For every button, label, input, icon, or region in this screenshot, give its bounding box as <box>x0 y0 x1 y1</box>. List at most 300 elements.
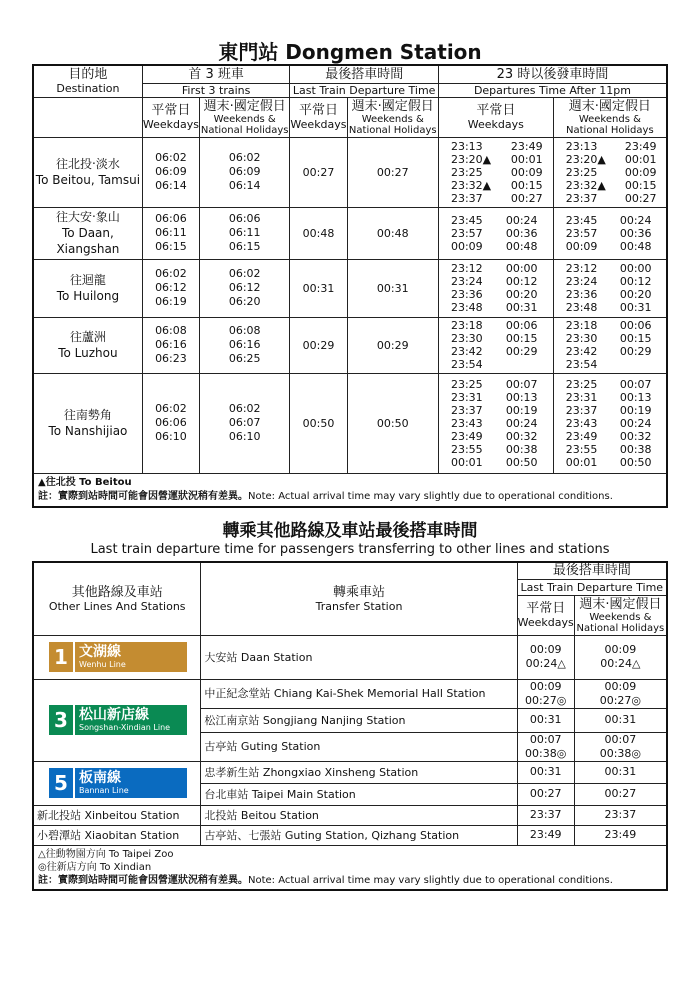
late-departures-row <box>556 179 664 192</box>
late-departure-time: 00:20 <box>505 288 538 301</box>
late-departure-time: 00:01 <box>450 455 483 469</box>
late-departures-grid <box>556 262 664 314</box>
transfer-row <box>33 825 667 845</box>
late-departures-row <box>441 456 551 469</box>
late-departure-time: 00:48 <box>619 239 652 253</box>
first-train-time: 06:06 <box>155 416 187 429</box>
header-last-zh: 最後搭車時間 <box>517 562 667 579</box>
transfer-station-name: 古亭站、七張站 Guting Station, Qizhang Station <box>201 825 517 845</box>
late-departure-time: 00:01 <box>565 455 598 469</box>
late-departure-time <box>610 358 664 371</box>
line-badge <box>49 642 187 672</box>
late-departure-time: 23:18 <box>450 319 483 332</box>
late-departure-time <box>496 358 551 371</box>
last-train-time: 00:31 <box>290 259 347 317</box>
header-weekdays: 平常日 Weekdays <box>142 97 199 137</box>
first-train-time: 06:25 <box>228 352 261 365</box>
line-badge-cell <box>33 679 201 761</box>
first-trains-cell <box>142 207 199 259</box>
late-departure-time: 23:37 <box>450 191 483 205</box>
first-train-time: 06:02 <box>155 151 187 164</box>
late-departures-row <box>556 262 664 275</box>
header-weekdays: 平常日 Weekdays <box>438 97 553 137</box>
first-trains-cell <box>199 137 289 207</box>
line-badge-cell <box>33 761 201 805</box>
transfer-row <box>33 679 667 708</box>
late-departure-time: 23:48 <box>450 301 483 314</box>
late-departure-time: 23:31 <box>565 390 598 404</box>
transfer-last-time: 00:38◎ <box>525 746 567 760</box>
transfer-station-name: 忠孝新生站 Zhongxiao Xinsheng Station <box>201 761 517 783</box>
first-train-time: 06:14 <box>228 179 261 192</box>
late-departures-row <box>441 262 551 275</box>
first-train-time: 06:10 <box>228 430 261 443</box>
transfer-last-time-cell <box>517 679 574 708</box>
late-departure-time: 00:19 <box>619 403 652 417</box>
late-departure-time: 23:37 <box>565 403 598 417</box>
late-departures-cell <box>438 317 553 373</box>
late-departures-row <box>556 404 664 417</box>
header-after11-en: Departures Time After 11pm <box>438 83 667 97</box>
first-train-time: 06:14 <box>155 179 187 192</box>
late-departures-row <box>441 345 551 358</box>
last-train-time: 00:50 <box>347 373 438 473</box>
late-departures-grid <box>441 378 551 469</box>
late-departure-time: 23:25 <box>450 377 483 391</box>
late-departure-time: 23:42 <box>450 345 483 358</box>
line-number: 1 <box>49 642 75 672</box>
late-departures-row <box>441 275 551 288</box>
late-departures-row <box>556 391 664 404</box>
late-departure-time: 23:57 <box>450 226 483 240</box>
first-train-time: 06:11 <box>155 226 187 239</box>
transfer-station-name: 中正紀念堂站 Chiang Kai-Shek Memorial Hall Station <box>201 679 517 708</box>
late-departure-time: 00:12 <box>505 275 538 288</box>
first-train-time: 06:19 <box>155 295 187 308</box>
transfer-last-time-cell <box>574 635 667 679</box>
first-train-time: 06:06 <box>155 212 187 225</box>
late-departure-time: 00:27 <box>510 191 543 205</box>
transfer-last-time: 00:07 <box>604 732 637 746</box>
last-train-time: 00:48 <box>347 207 438 259</box>
transfer-last-time: 00:31 <box>529 765 562 778</box>
late-departure-time: 00:07 <box>619 377 652 391</box>
first-train-time: 06:08 <box>155 324 187 337</box>
first-train-time: 06:02 <box>155 267 187 280</box>
late-departure-time: 00:24 <box>505 213 538 227</box>
late-departures-row <box>556 214 664 227</box>
transfer-last-time-cell <box>517 761 574 783</box>
late-departures-grid <box>441 140 551 205</box>
transfer-last-time: 00:27 <box>604 787 637 800</box>
late-departure-time: 23:55 <box>565 442 598 456</box>
destination-cell <box>33 207 142 259</box>
late-departure-time: 23:32▲ <box>450 178 492 192</box>
late-departures-row <box>556 456 664 469</box>
late-departures-row <box>441 214 551 227</box>
late-departures-row <box>556 192 664 205</box>
first-train-time: 06:11 <box>228 226 261 239</box>
late-departure-time: 00:01 <box>510 152 543 166</box>
late-departures-row <box>441 192 551 205</box>
transfer-last-time-cell <box>517 708 574 732</box>
header-holidays: 週末‧國定假日 Weekends & National Holidays <box>574 595 667 635</box>
late-departures-cell <box>553 207 667 259</box>
line-name-zh: 文湖線 <box>79 644 121 660</box>
transfer-last-time-cell <box>574 708 667 732</box>
late-departures-row <box>556 443 664 456</box>
late-departure-time: 00:24 <box>619 416 652 430</box>
late-departure-time: 00:38 <box>505 442 538 456</box>
late-departures-row <box>441 417 551 430</box>
late-departure-time: 00:50 <box>619 455 652 469</box>
destination-zh: 往蘆洲 <box>69 330 106 344</box>
timetable-row <box>33 207 667 259</box>
late-departures-row <box>441 240 551 253</box>
late-departure-time: 00:13 <box>619 390 652 404</box>
late-departures-cell <box>438 373 553 473</box>
transfer-subtitle: Last train departure time for passengers transferring to other lines and stations <box>90 542 610 557</box>
destination-cell <box>33 373 142 473</box>
destination-zh: 往大安‧象山 <box>56 210 120 224</box>
first-train-time: 06:15 <box>155 240 187 253</box>
line-name-en: Wenhu Line <box>79 660 126 669</box>
late-departures-row <box>441 378 551 391</box>
transfer-last-time: 23:37 <box>604 808 637 821</box>
late-departures-grid <box>441 319 551 371</box>
header-other-lines: 其他路線及車站 Other Lines And Stations <box>33 562 201 635</box>
first-train-time: 06:08 <box>228 324 261 337</box>
late-departure-time: 00:24 <box>505 416 538 430</box>
late-departure-time: 23:54 <box>565 358 598 371</box>
transfer-last-time: 00:09 <box>529 643 562 656</box>
last-train-time: 00:27 <box>347 137 438 207</box>
first-train-time: 06:02 <box>155 402 187 415</box>
transfer-station-name: 北投站 Beitou Station <box>201 805 517 825</box>
page-title: 東門站 Dongmen Station <box>218 40 482 64</box>
transfer-last-time-cell <box>574 761 667 783</box>
late-departure-time: 23:20▲ <box>450 152 492 166</box>
first-trains-cell <box>142 137 199 207</box>
late-departures-row <box>441 319 551 332</box>
late-departure-time: 00:50 <box>505 455 538 469</box>
line-name <box>75 642 126 672</box>
late-departure-time: 23:36 <box>450 288 483 301</box>
first-train-time: 06:20 <box>228 295 261 308</box>
late-departures-row <box>441 301 551 314</box>
transfer-last-time-cell <box>517 783 574 805</box>
late-departures-cell <box>553 259 667 317</box>
first-train-time: 06:02 <box>228 151 261 164</box>
late-departures-row <box>441 332 551 345</box>
first-train-time: 06:07 <box>228 416 261 429</box>
header-holidays: 週末‧國定假日 Weekends & National Holidays <box>553 97 667 137</box>
late-departure-time: 23:12 <box>565 262 598 275</box>
header-first3-zh: 首 3 班車 <box>142 65 290 83</box>
late-departure-time: 23:13 <box>565 139 598 153</box>
first-trains-cell <box>142 259 199 317</box>
late-departures-cell <box>438 137 553 207</box>
departure-timetable <box>32 64 668 508</box>
late-departure-time: 23:49 <box>565 429 598 443</box>
first-train-time: 06:02 <box>228 267 261 280</box>
late-departure-time: 00:15 <box>624 178 657 192</box>
destination-en: To Luzhou <box>58 346 118 360</box>
late-departure-time: 00:31 <box>505 301 538 314</box>
late-departures-row <box>556 227 664 240</box>
first-trains-cell <box>199 317 289 373</box>
late-departure-time: 23:24 <box>565 275 598 288</box>
late-departure-time: 00:27 <box>624 191 657 205</box>
late-departures-row <box>556 345 664 358</box>
late-departure-time: 00:12 <box>619 275 652 288</box>
late-departures-row <box>556 417 664 430</box>
line-badge-cell <box>33 635 201 679</box>
timetable-row <box>33 373 667 473</box>
first-trains-cell <box>199 259 289 317</box>
first-train-time: 06:15 <box>228 240 261 253</box>
late-departure-time: 00:00 <box>505 262 538 275</box>
first-trains-cell <box>199 373 289 473</box>
timetable-row <box>33 137 667 207</box>
transfer-last-time: 00:24△ <box>600 657 641 670</box>
late-departure-time: 00:06 <box>619 319 652 332</box>
late-departures-row <box>556 140 664 153</box>
late-departure-time: 23:25 <box>450 165 483 179</box>
late-departures-row <box>556 430 664 443</box>
late-departure-time: 00:07 <box>505 377 538 391</box>
transfer-last-time: 00:27◎ <box>599 693 642 707</box>
line-name-zh: 松山新店線 <box>79 707 149 723</box>
late-departure-time: 00:32 <box>619 429 652 443</box>
late-departures-grid <box>556 319 664 371</box>
late-departure-time: 00:09 <box>624 165 657 179</box>
last-train-time: 00:48 <box>290 207 347 259</box>
late-departure-time: 23:43 <box>565 416 598 430</box>
late-departure-time: 23:49 <box>450 429 483 443</box>
late-departures-row <box>556 275 664 288</box>
last-train-time: 00:29 <box>290 317 347 373</box>
late-departure-time: 00:36 <box>505 226 538 240</box>
destination-zh: 往北投‧淡水 <box>56 157 120 171</box>
header-last-en: Last Train Departure Time <box>517 579 667 595</box>
transfer-last-time-cell <box>574 805 667 825</box>
late-departure-time: 23:43 <box>450 416 483 430</box>
first-train-time: 06:09 <box>155 165 187 178</box>
late-departure-time: 23:37 <box>450 403 483 417</box>
late-departures-cell <box>553 373 667 473</box>
last-train-time: 00:29 <box>347 317 438 373</box>
line-name <box>75 768 129 798</box>
transfer-row <box>33 635 667 679</box>
timetable-row <box>33 259 667 317</box>
late-departures-row <box>556 301 664 314</box>
transfer-title: 轉乘其他路線及車站最後搭車時間 <box>222 521 478 541</box>
line-name-en: Bannan Line <box>79 786 129 795</box>
late-departures-grid <box>441 262 551 314</box>
late-departures-row <box>556 332 664 345</box>
transfer-row <box>33 805 667 825</box>
transfer-last-time-cell <box>517 635 574 679</box>
late-departure-time: 00:06 <box>505 319 538 332</box>
first-train-time: 06:10 <box>155 430 187 443</box>
destination-zh: 往南勢角 <box>63 408 112 422</box>
line-name-en: Songshan-Xindian Line <box>79 723 171 732</box>
late-departures-row <box>556 378 664 391</box>
line-name-zh: 板南線 <box>79 770 121 786</box>
late-departures-row <box>441 443 551 456</box>
late-departure-time: 23:48 <box>565 301 598 314</box>
late-departure-time: 23:30 <box>450 332 483 345</box>
late-departure-time: 00:15 <box>510 178 543 192</box>
destination-en-2: Xiangshan <box>56 242 120 256</box>
late-departures-grid <box>556 378 664 469</box>
transfer-last-time: 00:09 <box>604 643 637 656</box>
late-departures-grid <box>441 214 551 253</box>
late-departures-row <box>441 288 551 301</box>
late-departure-time: 23:45 <box>450 213 483 227</box>
late-departures-row <box>441 358 551 371</box>
transfer-last-time-cell <box>574 732 667 761</box>
late-departure-time: 23:25 <box>565 377 598 391</box>
header-holidays: 週末‧國定假日 Weekends & National Holidays <box>348 98 437 136</box>
transfer-station-name: 大安站 Daan Station <box>201 635 517 679</box>
first-train-time: 06:02 <box>228 402 261 415</box>
late-departure-time: 00:13 <box>505 390 538 404</box>
late-departure-time: 23:57 <box>565 226 598 240</box>
first-train-time: 06:09 <box>228 165 261 178</box>
first-train-time: 06:23 <box>155 352 187 365</box>
late-departure-time: 00:38 <box>619 442 652 456</box>
timetable-row <box>33 317 667 373</box>
transfer-last-time: 00:31 <box>604 713 637 726</box>
late-departure-time: 00:29 <box>505 345 538 358</box>
destination-zh: 往迴龍 <box>69 273 106 287</box>
late-departure-time: 00:24 <box>619 213 652 227</box>
transfer-last-time: 00:31 <box>529 713 562 726</box>
late-departure-time: 00:29 <box>619 345 652 358</box>
late-departure-time: 00:15 <box>619 332 652 345</box>
line-badge <box>49 705 187 735</box>
first-train-time: 06:16 <box>155 338 187 351</box>
late-departures-row <box>556 358 664 371</box>
late-departures-cell <box>438 259 553 317</box>
line-number: 5 <box>49 768 75 798</box>
header-blank <box>33 97 142 137</box>
late-departure-time: 23:25 <box>565 165 598 179</box>
last-train-time: 00:27 <box>290 137 347 207</box>
other-station-name: 小碧潭站 Xiaobitan Station <box>33 825 201 845</box>
first-train-time: 06:12 <box>228 281 261 294</box>
late-departures-cell <box>438 207 553 259</box>
late-departure-time: 00:01 <box>624 152 657 166</box>
transfer-table <box>32 561 668 891</box>
late-departure-time: 00:09 <box>510 165 543 179</box>
late-departure-time: 23:31 <box>450 390 483 404</box>
first-train-time: 06:16 <box>228 338 261 351</box>
transfer-station-name: 古亭站 Guting Station <box>201 732 517 761</box>
line-name <box>75 705 170 735</box>
destination-en: To Huilong <box>56 289 120 303</box>
transfer-last-time-cell <box>574 825 667 845</box>
first-trains-cell <box>142 373 199 473</box>
late-departures-row <box>556 319 664 332</box>
late-departures-row <box>556 166 664 179</box>
late-departures-row <box>556 153 664 166</box>
late-departures-row <box>441 153 551 166</box>
late-departure-time: 23:49 <box>510 139 543 153</box>
transfer-last-time: 00:27 <box>529 787 562 800</box>
late-departures-row <box>441 179 551 192</box>
late-departures-row <box>556 288 664 301</box>
transfer-last-time: 00:27◎ <box>525 693 567 707</box>
header-last-en: Last Train Departure Time <box>290 83 439 97</box>
late-departure-time: 23:37 <box>565 191 598 205</box>
transfer-notes: △往動物園方向 To Taipei Zoo ◎往新店方向 To Xindian 註：實際到站時間可能會因營運狀況稍有差異。Note: Actual arrival time may vary slightly due to operational conditions. <box>33 845 667 890</box>
late-departure-time: 23:32▲ <box>565 178 606 192</box>
transfer-last-time-cell <box>574 783 667 805</box>
transfer-last-time: 00:24△ <box>525 657 566 670</box>
late-departure-time: 23:54 <box>450 358 483 371</box>
late-departure-time: 00:19 <box>505 403 538 417</box>
late-departure-time: 23:20▲ <box>565 152 606 166</box>
header-last-zh: 最後搭車時間 <box>290 65 439 83</box>
header-after11-zh: 23 時以後發車時間 <box>438 65 667 83</box>
header-weekdays: 平常日 Weekdays <box>290 97 347 137</box>
late-departure-time: 00:32 <box>505 429 538 443</box>
late-departures-row <box>441 166 551 179</box>
late-departure-time: 23:42 <box>565 345 598 358</box>
late-departure-time: 00:09 <box>450 239 483 253</box>
late-departure-time: 23:49 <box>624 139 657 153</box>
line-badge <box>49 768 187 798</box>
transfer-last-time: 23:49 <box>529 828 562 841</box>
late-departure-time: 00:20 <box>619 288 652 301</box>
late-departures-cell <box>553 317 667 373</box>
transfer-station-name: 松江南京站 Songjiang Nanjing Station <box>201 708 517 732</box>
late-departures-row <box>441 404 551 417</box>
header-weekdays: 平常日 Weekdays <box>517 595 574 635</box>
transfer-row <box>33 761 667 783</box>
timetable-notes: ▲往北投 To Beitou 註：實際到站時間可能會因營運狀況稍有差異。Note: Actual arrival time may vary slightly due to operational conditions. <box>33 473 667 507</box>
late-departures-grid <box>556 140 664 205</box>
late-departure-time: 00:31 <box>619 301 652 314</box>
first-train-time: 06:12 <box>155 281 187 294</box>
header-destination: 目的地 Destination <box>33 65 142 97</box>
destination-cell <box>33 317 142 373</box>
late-departure-time: 23:36 <box>565 288 598 301</box>
late-departure-time: 00:09 <box>565 239 598 253</box>
late-departure-time: 23:12 <box>450 262 483 275</box>
late-departure-time: 00:48 <box>505 239 538 253</box>
destination-en: To Nanshijiao <box>48 424 128 438</box>
header-first3-en: First 3 trains <box>142 83 290 97</box>
late-departures-cell <box>553 137 667 207</box>
transfer-last-time-cell <box>517 732 574 761</box>
late-departure-time: 23:18 <box>565 319 598 332</box>
transfer-last-time: 23:37 <box>529 808 562 821</box>
transfer-last-time: 00:09 <box>529 679 562 693</box>
last-train-time: 00:50 <box>290 373 347 473</box>
late-departure-time: 23:45 <box>565 213 598 227</box>
late-departures-grid <box>556 214 664 253</box>
transfer-last-time: 23:49 <box>604 828 637 841</box>
transfer-last-time: 00:07 <box>529 732 562 746</box>
late-departures-row <box>441 227 551 240</box>
other-station-name: 新北投站 Xinbeitou Station <box>33 805 201 825</box>
late-departure-time: 00:36 <box>619 226 652 240</box>
destination-en: To Daan, <box>62 226 114 240</box>
